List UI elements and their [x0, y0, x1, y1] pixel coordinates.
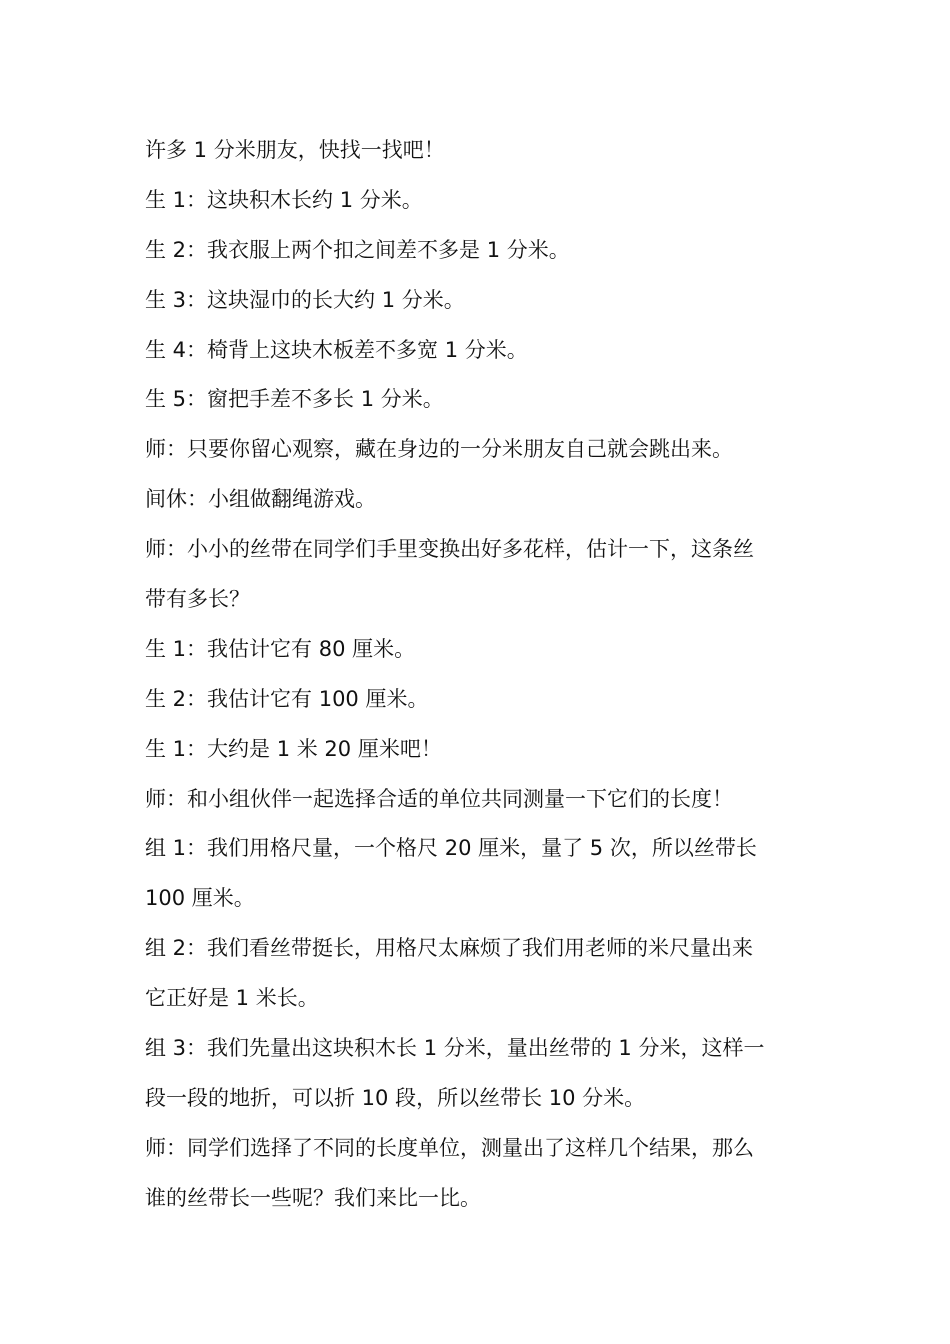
text-line: 生 5：窗把手差不多长 1 分米。: [145, 387, 444, 412]
text-line: 师：小小的丝带在同学们手里变换出好多花样，估计一下，这条丝: [145, 537, 754, 562]
text-line: 许多 1 分米朋友，快找一找吧！: [145, 138, 445, 162]
text-line: 组 1：我们用格尺量，一个格尺 20 厘米，量了 5 次，所以丝带长: [145, 836, 757, 861]
text-line: 生 1：大约是 1 米 20 厘米吧！: [145, 736, 442, 761]
text-line: 生 4：椅背上这块木板差不多宽 1 分米。: [145, 337, 528, 362]
text-line: 生 2：我估计它有 100 厘米。: [145, 686, 429, 711]
text-line: 生 3：这块湿巾的长大约 1 分米。: [145, 287, 465, 312]
text-line: 生 2：我衣服上两个扣之间差不多是 1 分米。: [145, 237, 570, 262]
text-line: 师：只要你留心观察，藏在身边的一分米朋友自己就会跳出来。: [145, 437, 733, 462]
text-line: 段一段的地折，可以折 10 段，所以丝带长 10 分米。: [145, 1085, 646, 1110]
text-line: 师：和小组伙伴一起选择合适的单位共同测量一下它们的长度！: [145, 786, 733, 811]
text-line: 生 1：我估计它有 80 厘米。: [145, 636, 416, 661]
text-line: 它正好是 1 米长。: [145, 986, 319, 1011]
text-line: 间休：小组做翻绳游戏。: [145, 487, 376, 512]
text-line: 100 厘米。: [145, 886, 255, 911]
text-line: 组 3：我们先量出这块积木长 1 分米，量出丝带的 1 分米，这样一: [145, 1036, 765, 1061]
text-line: 谁的丝带长一些呢？我们来比一比。: [145, 1185, 481, 1210]
text-line: 生 1：这块积木长约 1 分米。: [145, 187, 423, 212]
text-line: 组 2：我们看丝带挺长，用格尺太麻烦了我们用老师的米尺量出来: [145, 936, 754, 961]
document-body: [145, 126, 805, 1224]
text-line: 带有多长？: [145, 587, 250, 612]
text-line: 师：同学们选择了不同的长度单位，测量出了这样几个结果，那么: [145, 1135, 754, 1160]
